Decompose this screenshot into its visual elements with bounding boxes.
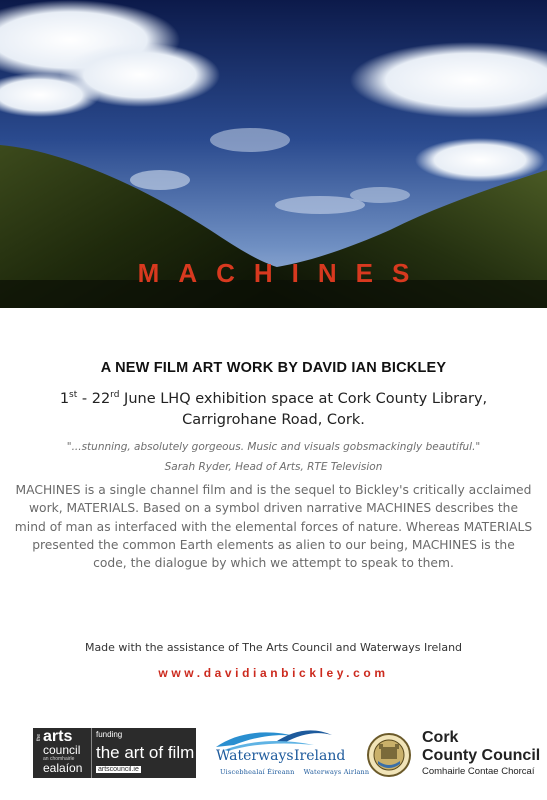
website-link[interactable]: www.davidianbickley.com <box>158 666 389 680</box>
venue-line-2: Carrigrohane Road, Cork. <box>182 411 365 428</box>
main-content <box>0 308 547 573</box>
hero-image <box>0 0 547 308</box>
film-title: MACHINES <box>137 258 429 288</box>
cork-county-council-logo <box>366 725 546 785</box>
art-of-film-logo <box>91 728 196 778</box>
sponsor-logos <box>0 725 547 785</box>
assistance-credit: Made with the assistance of The Arts Council and Waterways Ireland <box>84 641 463 654</box>
description: MACHINES is a single channel film and is the sequel to Bickley's critically acclaimed work, MATERIALS. Based on a symbol driven narrative MACHINES describes the mind of man as interfaced with the elemental forces of nature. Whereas MATERIALS presented the common Earth elements as alien to our being, MACHINES is the code, the dialogue by which we attempt to speak to them. <box>14 482 533 571</box>
arts-council-logo <box>33 728 91 778</box>
date-dash: - <box>77 390 92 407</box>
quote-attribution: Sarah Ryder, Head of Arts, RTE Television <box>164 460 383 473</box>
start-day: 1 <box>59 390 70 407</box>
venue-line-1: June LHQ exhibition space at Cork County Library, <box>119 390 488 407</box>
arts-council-line3: ealaíon <box>43 761 83 775</box>
ireland-word: Ireland <box>294 748 346 764</box>
art-of-film-main: the art of film <box>96 743 195 762</box>
start-suffix: st <box>69 390 78 400</box>
art-of-film-funding: funding <box>96 730 123 739</box>
cork-line1: Cork <box>422 729 459 746</box>
arts-council-side: the <box>36 734 42 741</box>
end-suffix: rd <box>110 390 120 400</box>
press-quote: "...stunning, absolutely gorgeous. Music and visuals gobsmackingly beautiful." <box>66 440 481 453</box>
dates-line-1 <box>0 385 547 410</box>
waterways-word: Waterways <box>216 748 294 764</box>
cork-line3: Comhairle Contae Chorcaí <box>422 766 535 777</box>
crest-icon <box>366 731 412 779</box>
end-day: 22 <box>91 390 111 407</box>
event-dates <box>0 385 547 431</box>
arts-council-line2: council <box>43 743 81 757</box>
arts-council-line1: arts <box>43 728 73 745</box>
art-of-film-url: artscouncil.ie <box>98 766 139 773</box>
arts-council-tiny: an chomhairle <box>43 756 75 762</box>
cork-line2: County Council <box>422 747 541 764</box>
headline: A NEW FILM ART WORK BY DAVID IAN BICKLEY <box>100 360 447 376</box>
waterways-ireland-logo <box>214 727 370 783</box>
waterways-subtitle: Uiscebhealaí Éireann Waterways Airlann <box>220 768 370 776</box>
